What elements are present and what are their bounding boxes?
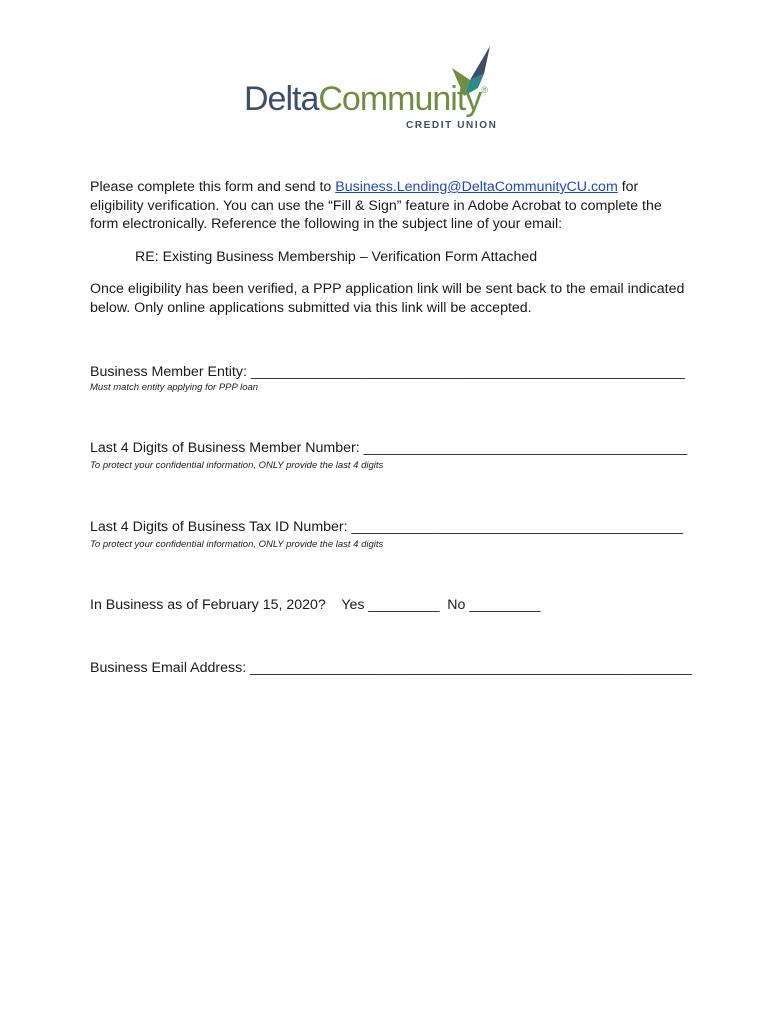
in-business-field[interactable]: In Business as of February 15, 2020? Yes _________ No _________ xyxy=(90,597,541,613)
intro-after-link: for eligibility verification. You can use the “Fill & Sign” feature in Adobe Acrobat to complete the form electronically. Reference the following in the subject line of your email: xyxy=(90,179,662,232)
tax-id-field[interactable]: Last 4 Digits of Business Tax ID Number: __________________________________________ xyxy=(90,519,683,535)
follow-up-paragraph: Once eligibility has been verified, a PPP application link will be sent back to the email indicated below. Only online applications submitted via this link will be accepted. xyxy=(90,281,685,316)
logo-registered-mark: ® xyxy=(481,85,487,95)
member-number-field[interactable]: Last 4 Digits of Business Member Number: _________________________________________ xyxy=(90,440,688,456)
subject-line: RE: Existing Business Membership – Verification Form Attached xyxy=(135,249,538,265)
logo-name-delta: Delta xyxy=(244,80,319,118)
logo-name-community: Community xyxy=(318,80,482,118)
logo-subtitle: CREDIT UNION xyxy=(406,120,498,131)
tax-id-note: To protect your confidential information, ONLY provide the last 4 digits xyxy=(90,539,384,550)
intro-paragraph xyxy=(90,178,690,234)
entity-field[interactable]: Business Member Entity: _______________________________________________________ xyxy=(90,364,685,380)
email-field[interactable]: Business Email Address: ________________________________________________________ xyxy=(90,660,692,676)
delta-community-logo xyxy=(244,44,534,134)
entity-note: Must match entity applying for PPP loan xyxy=(90,382,259,393)
member-number-note: To protect your confidential information, ONLY provide the last 4 digits xyxy=(90,460,384,471)
logo-wordmark xyxy=(244,82,487,116)
intro-before-link: Please complete this form and send to xyxy=(90,179,336,195)
email-link[interactable]: Business.Lending@DeltaCommunityCU.com xyxy=(335,179,618,195)
